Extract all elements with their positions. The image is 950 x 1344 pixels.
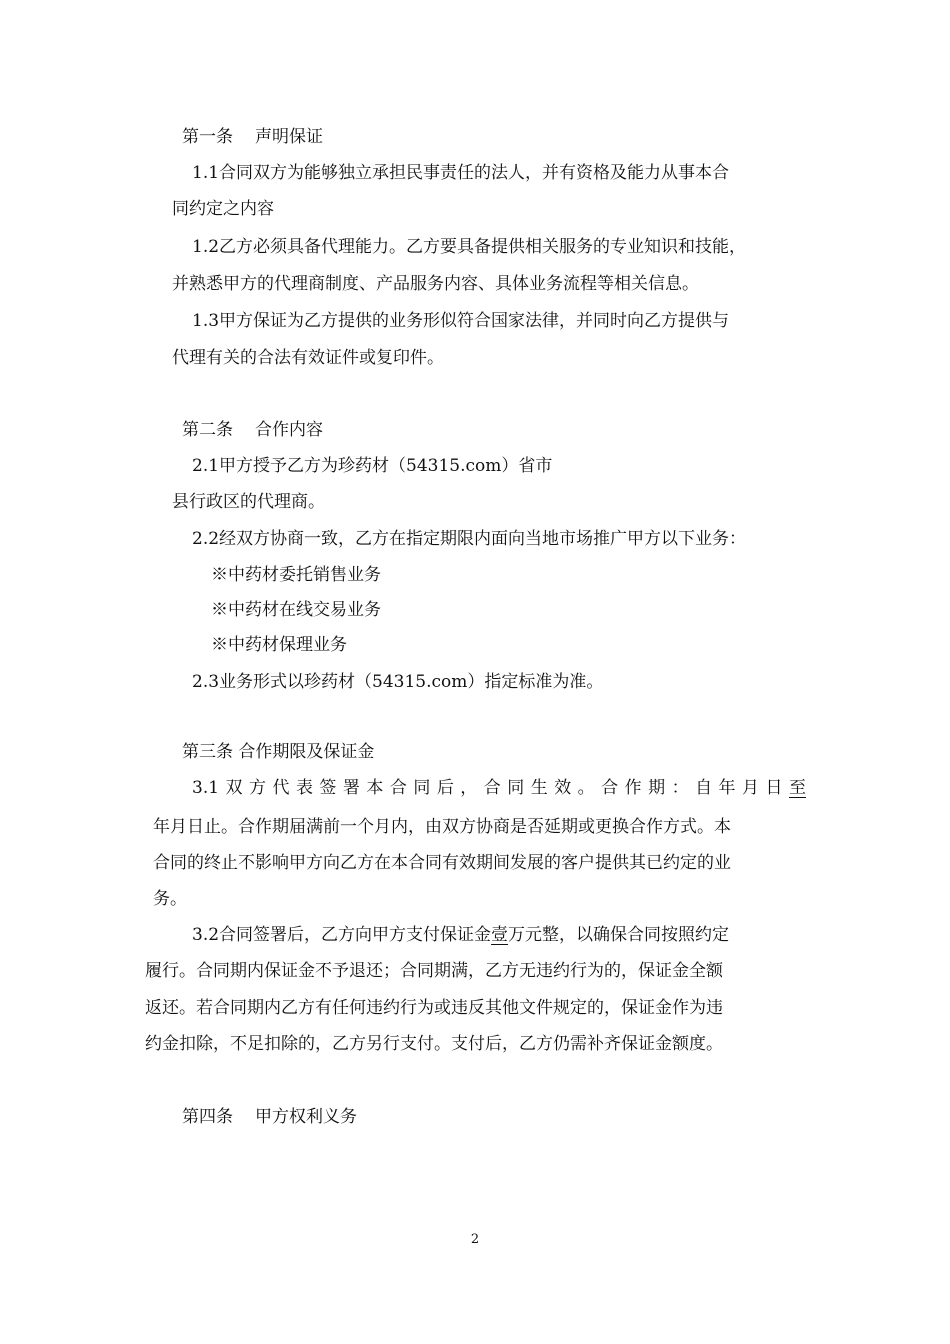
clause-1-2-line-1: 1.2乙方必须具备代理能力。乙方要具备提供相关服务的专业知识和技能，	[192, 237, 747, 257]
clause-1-3-line-1: 1.3甲方保证为乙方提供的业务形似符合国家法律，并同时向乙方提供与	[192, 311, 730, 331]
underlined-char: 至	[789, 778, 806, 798]
clause-3-1-line-3: 合同的终止不影响甲方向乙方在本合同有效期间发展的客户提供其已约定的业	[153, 853, 731, 873]
article-2-number: 第二条	[182, 420, 233, 440]
clause-3-2-line-1	[192, 923, 729, 947]
clause-2-1-line-1: 2.1甲方授予乙方为珍药材（54315.com）省市	[192, 456, 553, 476]
article-4-number: 第四条	[182, 1107, 233, 1127]
business-item: ※中药材保理业务	[211, 635, 347, 655]
clause-1-1-line-1: 1.1合同双方为能够独立承担民事责任的法人，并有资格及能力从事本合	[192, 163, 730, 183]
clause-3-2-text-b: 万元整，以确保合同按照约定	[508, 925, 730, 945]
clause-1-1-line-2: 同约定之内容	[172, 199, 274, 219]
clause-3-1-line-2: 年月日止。合作期届满前一个月内，由双方协商是否延期或更换合作方式。本	[153, 817, 731, 837]
clause-1-3-line-2: 代理有关的合法有效证件或复印件。	[172, 348, 444, 368]
clause-2-3: 2.3业务形式以珍药材（54315.com）指定标准为准。	[192, 672, 604, 692]
clause-3-1-text: 3.1双方代表签署本合同后，合同生效。合作期：自年月日	[192, 778, 789, 798]
clause-2-2: 2.2经双方协商一致，乙方在指定期限内面向当地市场推广甲方以下业务：	[192, 529, 747, 549]
article-1-heading	[182, 125, 323, 149]
article-1-number: 第一条	[182, 127, 233, 147]
article-2-title: 合作内容	[255, 420, 323, 440]
clause-3-2-line-2: 履行。合同期内保证金不予退还；合同期满，乙方无违约行为的，保证金全额	[145, 961, 723, 981]
article-2-heading	[182, 418, 323, 442]
business-item: ※中药材在线交易业务	[211, 600, 381, 620]
clause-3-1-line-4: 务。	[153, 889, 187, 909]
clause-3-2-line-3: 返还。若合同期内乙方有任何违约行为或违反其他文件规定的，保证金作为违	[145, 998, 723, 1018]
clause-3-2-line-4: 约金扣除，不足扣除的，乙方另行支付。支付后，乙方仍需补齐保证金额度。	[145, 1034, 723, 1054]
clause-3-2-text-a: 3.2合同签署后，乙方向甲方支付保证金	[192, 925, 492, 945]
underlined-char: 壹	[491, 925, 509, 945]
business-item: ※中药材委托销售业务	[211, 565, 381, 585]
clause-1-2-line-2: 并熟悉甲方的代理商制度、产品服务内容、具体业务流程等相关信息。	[172, 274, 699, 294]
article-3-heading: 第三条 合作期限及保证金	[182, 742, 375, 762]
article-4-title: 甲方权利义务	[255, 1107, 357, 1127]
clause-3-1-line-1	[192, 776, 806, 800]
clause-2-1-line-2: 县行政区的代理商。	[172, 492, 325, 512]
article-4-heading	[182, 1105, 357, 1129]
page-number: 2	[470, 1232, 480, 1247]
article-1-title: 声明保证	[255, 127, 323, 147]
